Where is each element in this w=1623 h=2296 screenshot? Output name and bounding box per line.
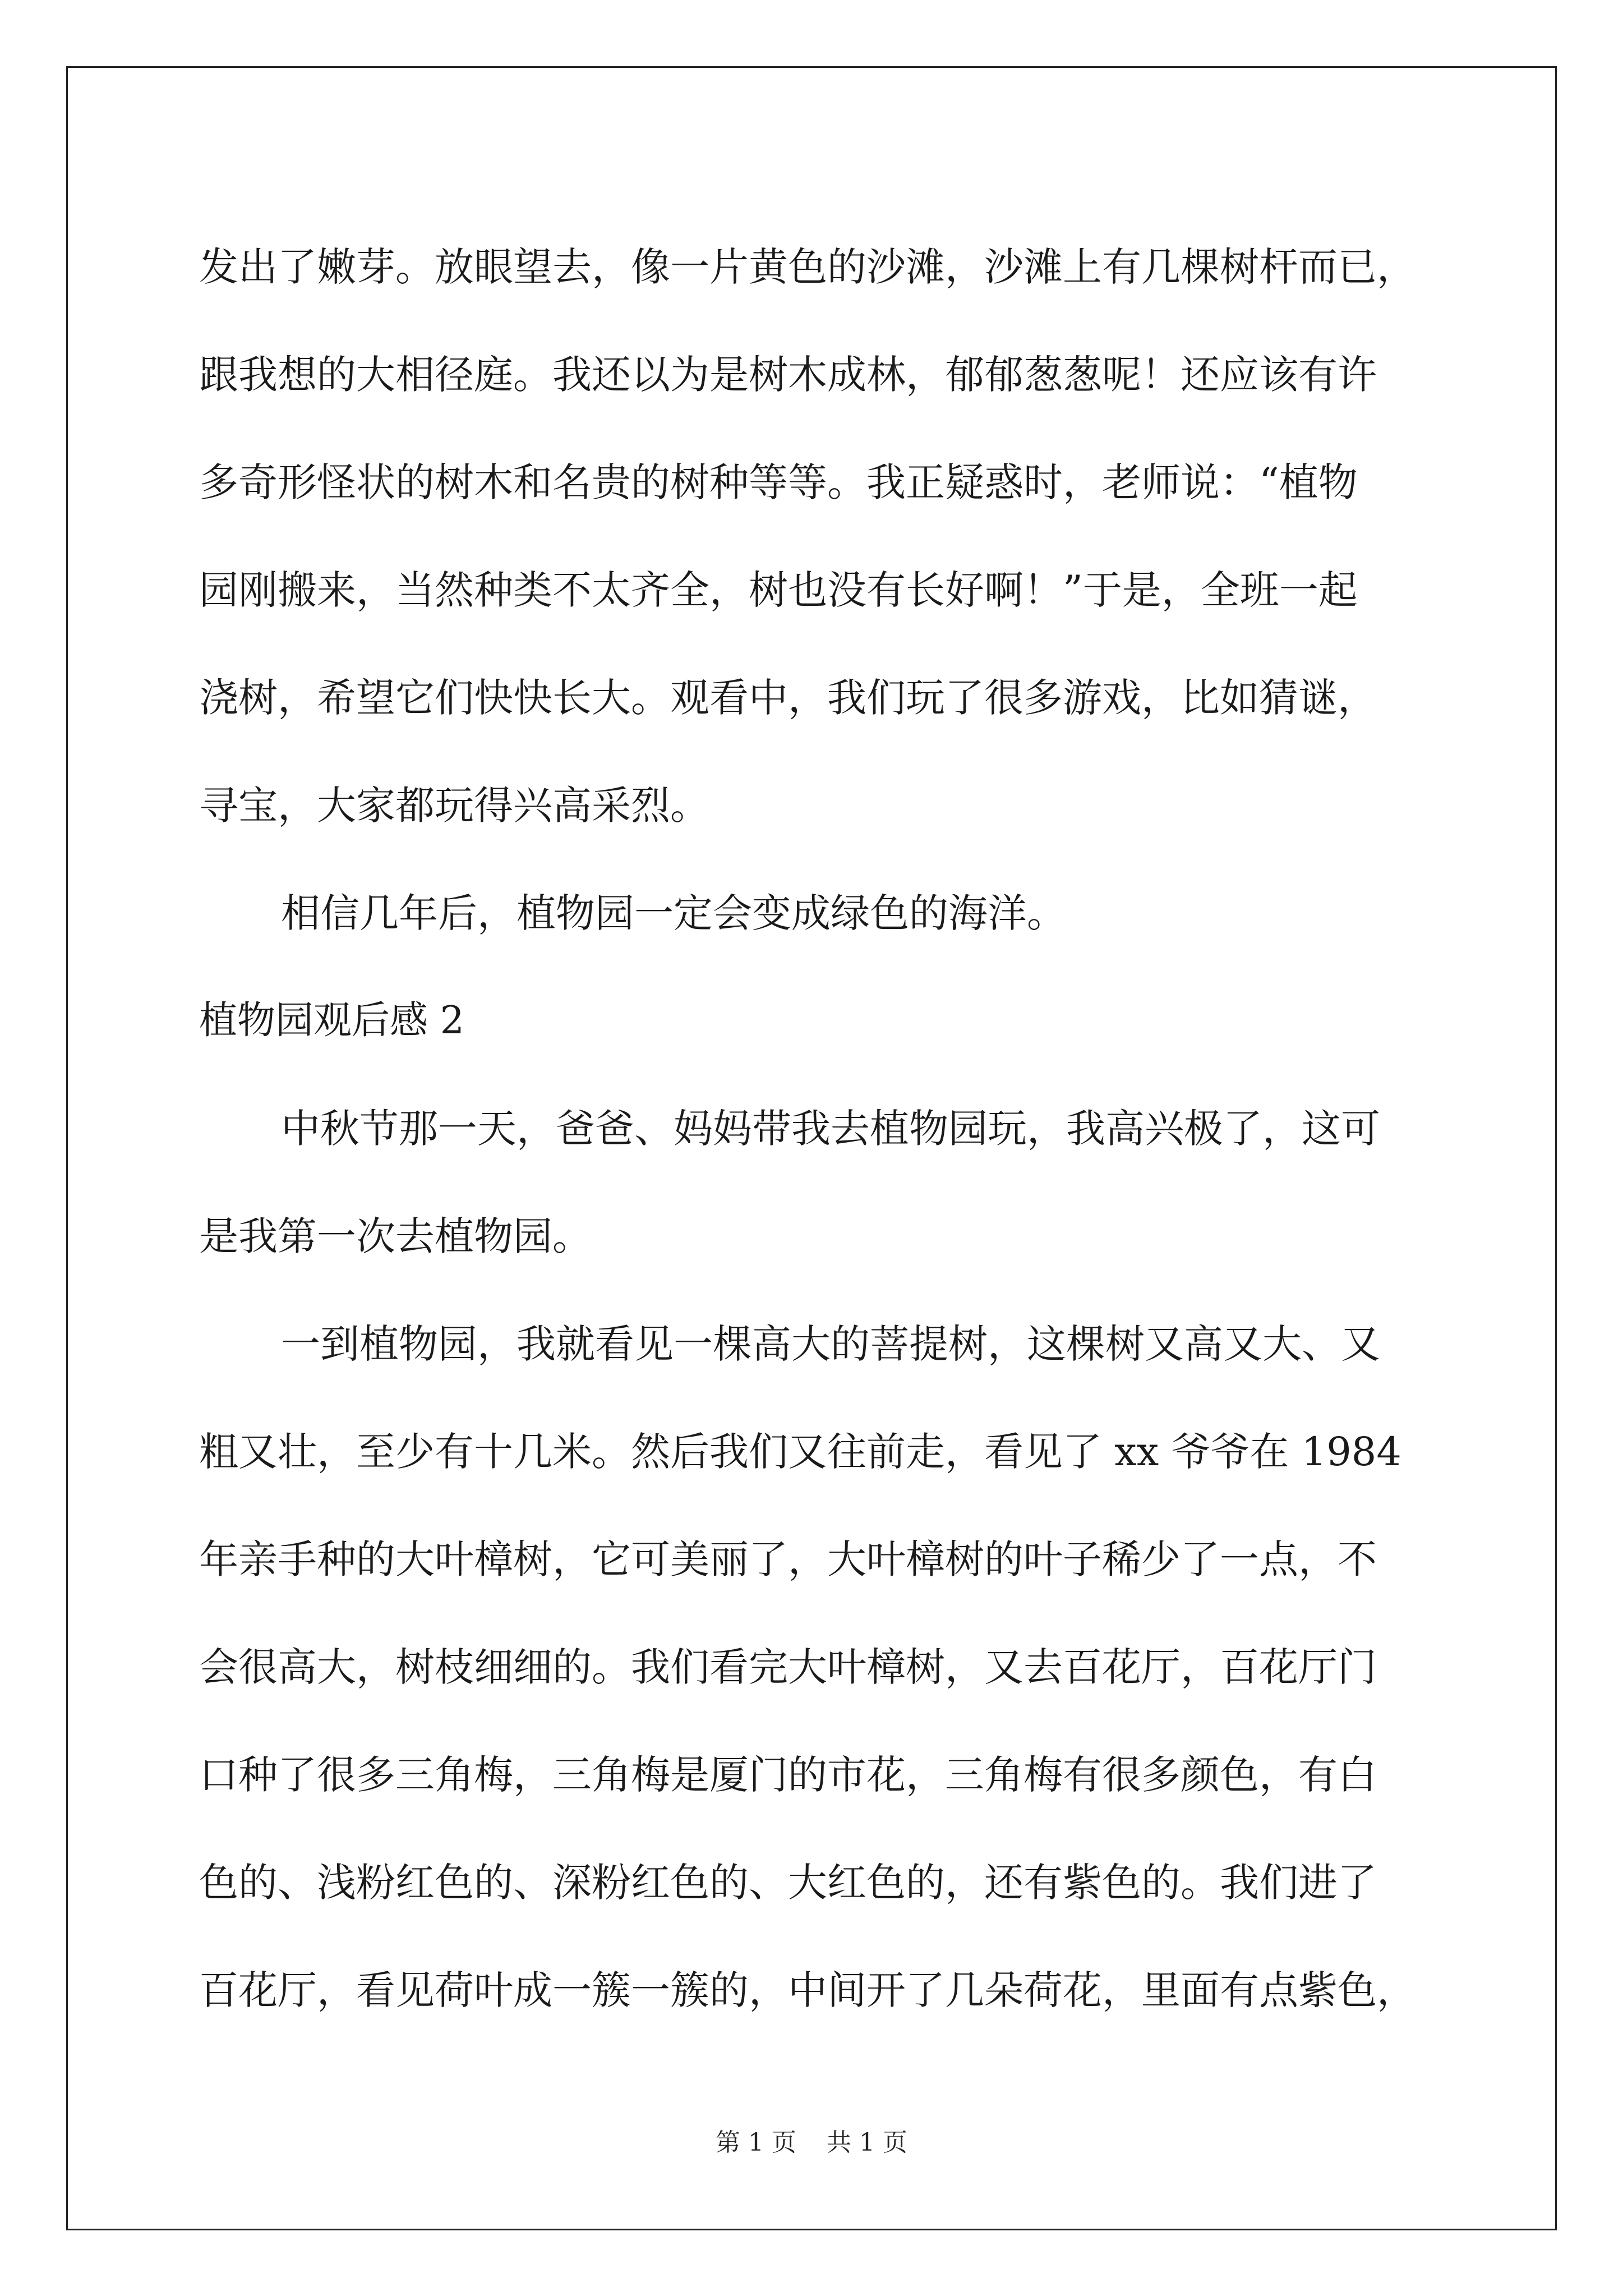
text-line: 中秋节那一天，爸爸、妈妈带我去植物园玩，我高兴极了，这可 xyxy=(281,1106,1380,1152)
text-line: 多奇形怪状的树木和名贵的树种等等。我正疑惑时，老师说：“植物 xyxy=(199,459,1358,505)
section-heading: 植物园观后感 2 xyxy=(199,999,464,1043)
text-line: 发出了嫩芽。放眼望去，像一片黄色的沙滩，沙滩上有几棵树杆而已， xyxy=(199,244,1416,290)
text-line: 色的、浅粉红色的、深粉红色的、大红色的，还有紫色的。我们进了 xyxy=(199,1860,1377,1906)
page-number: 第 1 页 xyxy=(716,2128,796,2157)
text-line: 会很高大，树枝细细的。我们看完大叶樟树，又去百花厅，百花厅门 xyxy=(199,1644,1377,1690)
text-line: 相信几年后，植物园一定会变成绿色的海洋。 xyxy=(281,890,1066,936)
page-footer xyxy=(0,2126,1623,2160)
text-line: 百花厅，看见荷叶成一簇一簇的，中间开了几朵荷花，里面有点紫色， xyxy=(199,1967,1416,2013)
text-line: 粗又壮，至少有十几米。然后我们又往前走，看见了 xx 爷爷在 1984 xyxy=(199,1429,1401,1475)
text-line: 浇树，希望它们快快长大。观看中，我们玩了很多游戏，比如猜谜， xyxy=(199,675,1377,721)
text-line: 一到植物园，我就看见一棵高大的菩提树，这棵树又高又大、又 xyxy=(281,1321,1380,1367)
page-total: 共 1 页 xyxy=(827,2128,907,2157)
text-line: 口种了很多三角梅，三角梅是厦门的市花，三角梅有很多颜色，有白 xyxy=(199,1752,1377,1798)
text-line: 园刚搬来，当然种类不太齐全，树也没有长好啊！”于是，全班一起 xyxy=(199,567,1358,613)
document-body xyxy=(199,213,1433,2044)
text-line: 跟我想的大相径庭。我还以为是树木成林，郁郁葱葱呢！还应该有许 xyxy=(199,352,1377,398)
text-line: 寻宝，大家都玩得兴高采烈。 xyxy=(199,783,709,829)
text-line: 年亲手种的大叶樟树，它可美丽了，大叶樟树的叶子稀少了一点，不 xyxy=(199,1536,1377,1582)
text-line: 是我第一次去植物园。 xyxy=(199,1213,592,1259)
